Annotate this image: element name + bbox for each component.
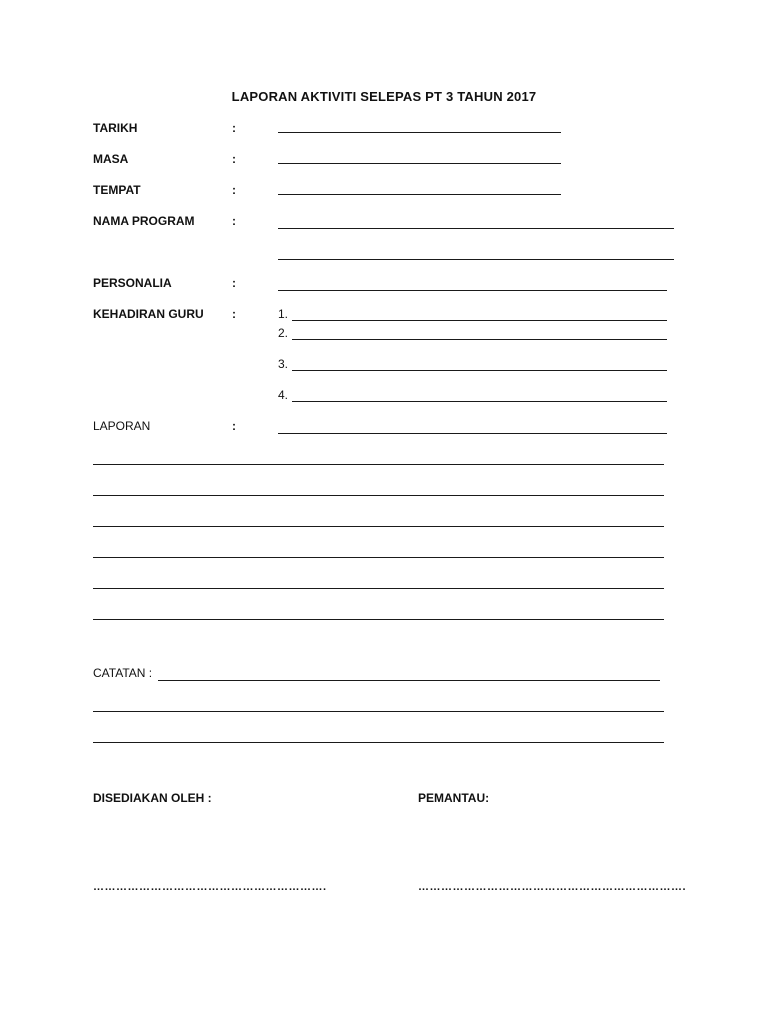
disediakan-oleh-label: DISEDIAKAN OLEH : xyxy=(93,791,212,805)
tarikh-label: TARIKH xyxy=(93,121,138,135)
laporan-line-6[interactable] xyxy=(93,609,664,620)
tempat-field[interactable] xyxy=(278,184,561,195)
laporan-line-5[interactable] xyxy=(93,578,664,589)
kehadiran-number-4: 4. xyxy=(278,388,289,402)
laporan-line-1[interactable] xyxy=(93,454,664,465)
page-title: LAPORAN AKTIVITI SELEPAS PT 3 TAHUN 2017 xyxy=(231,89,537,104)
catatan-line-2[interactable] xyxy=(93,701,664,712)
nama-program-label: NAMA PROGRAM xyxy=(93,214,195,228)
laporan-line-4[interactable] xyxy=(93,547,664,558)
laporan-field[interactable] xyxy=(278,423,667,434)
laporan-line-2[interactable] xyxy=(93,485,664,496)
disediakan-signature-line[interactable]: ……………………………………………………. xyxy=(93,881,327,893)
catatan-label: CATATAN : xyxy=(93,666,153,680)
personalia-colon: : xyxy=(232,276,236,290)
kehadiran-field-2[interactable] xyxy=(292,329,667,340)
masa-colon: : xyxy=(232,152,236,166)
masa-label: MASA xyxy=(93,152,129,166)
tempat-colon: : xyxy=(232,183,236,197)
kehadiran-guru-label: KEHADIRAN GURU xyxy=(93,307,204,321)
pemantau-label: PEMANTAU: xyxy=(418,791,490,805)
personalia-field[interactable] xyxy=(278,280,667,291)
kehadiran-number-3: 3. xyxy=(278,357,289,371)
kehadiran-number-2: 2. xyxy=(278,326,289,340)
laporan-line-3[interactable] xyxy=(93,516,664,527)
nama-program-field-line-2[interactable] xyxy=(278,249,674,260)
masa-field[interactable] xyxy=(278,153,561,164)
laporan-colon: : xyxy=(232,419,236,433)
nama-program-colon: : xyxy=(232,214,236,228)
catatan-field[interactable] xyxy=(158,670,660,681)
tarikh-field[interactable] xyxy=(278,122,561,133)
kehadiran-field-4[interactable] xyxy=(292,391,667,402)
laporan-label: LAPORAN xyxy=(93,419,151,433)
kehadiran-number-1: 1. xyxy=(278,307,289,321)
kehadiran-field-1[interactable] xyxy=(292,310,667,321)
nama-program-field-line-1[interactable] xyxy=(278,218,674,229)
personalia-label: PERSONALIA xyxy=(93,276,172,290)
tarikh-colon: : xyxy=(232,121,236,135)
kehadiran-field-3[interactable] xyxy=(292,360,667,371)
kehadiran-guru-colon: : xyxy=(232,307,236,321)
pemantau-signature-line[interactable]: ……………………………………………………………. xyxy=(418,881,687,893)
catatan-line-3[interactable] xyxy=(93,732,664,743)
tempat-label: TEMPAT xyxy=(93,183,141,197)
